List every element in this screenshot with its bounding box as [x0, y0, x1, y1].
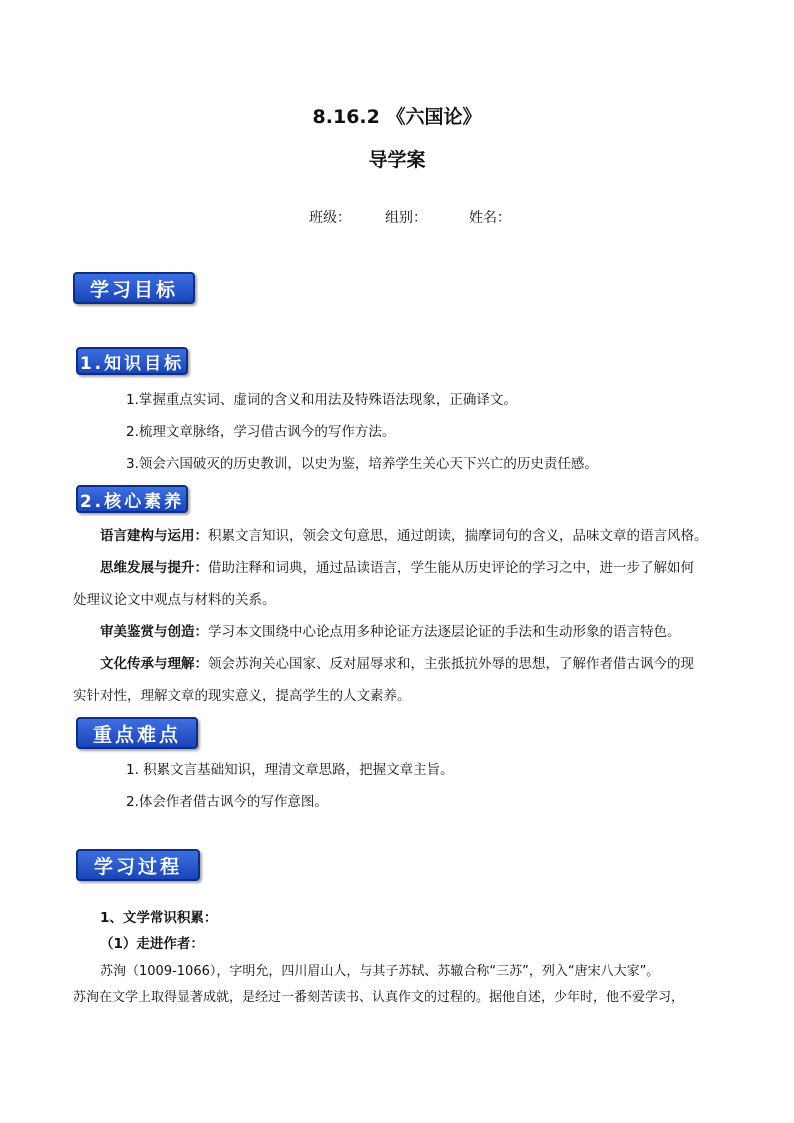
core-thinking-label: 思维发展与提升： — [100, 560, 208, 576]
core-thinking-text: 借助注释和词典，通过品读语言，学生能从历史评论的学习之中，进一步了解如何 — [208, 560, 694, 576]
process-paragraph: 苏洵在文学上取得显著成就，是经过一番刻苦读书、认真作文的过程的。据他自述，少年时，他不爱学习， — [73, 990, 685, 1005]
core-language-line — [100, 526, 708, 546]
knowledge-item: 2.梳理文章脉络，学习借古讽今的写作方法。 — [126, 424, 396, 440]
section-core-badge: 2.核心素养 — [76, 485, 188, 513]
section-process-badge: 学习过程 — [76, 849, 200, 881]
section-key-badge: 重点难点 — [76, 717, 198, 749]
knowledge-item: 3.领会六国破灭的历史教训，以史为鉴，培养学生关心天下兴亡的历史责任感。 — [126, 456, 598, 472]
process-heading: 1、文学常识积累： — [100, 910, 218, 926]
class-label: 班级： — [309, 210, 351, 226]
process-paragraph: 苏洵（1009-1066），字明允，四川眉山人，与其子苏轼、苏辙合称“三苏”，列入“唐宋八大家”。 — [100, 964, 660, 979]
document-subtitle: 导学案 — [368, 149, 426, 171]
core-thinking-line-2: 处理议论文中观点与材料的关系。 — [73, 592, 276, 608]
core-language-text: 积累文言知识，领会文句意思，通过朗读，揣摩词句的含义，品味文章的语言风格。 — [208, 528, 708, 544]
core-aesthetic-text: 学习本文围绕中心论点用多种论证方法逐层论证的手法和生动形象的语言特色。 — [208, 624, 681, 640]
core-thinking-line — [100, 558, 694, 578]
process-subheading: （1）走进作者： — [100, 936, 204, 952]
section-knowledge-badge: 1.知识目标 — [76, 347, 188, 375]
core-culture-line-2: 实针对性，理解文章的现实意义，提高学生的人文素养。 — [73, 688, 411, 704]
core-language-label: 语言建构与运用： — [100, 528, 208, 544]
group-label: 组别： — [385, 210, 427, 226]
key-item: 2.体会作者借古讽今的写作意图。 — [126, 794, 328, 810]
key-item: 1. 积累文言基础知识，理清文章思路，把握文章主旨。 — [126, 762, 454, 778]
core-culture-label: 文化传承与理解： — [100, 656, 208, 672]
section-goals-badge: 学习目标 — [73, 272, 195, 304]
core-culture-line — [100, 654, 694, 674]
knowledge-item: 1.掌握重点实词、虚词的含义和用法及特殊语法现象，正确译文。 — [126, 392, 517, 408]
document-title: 8.16.2 《六国论》 — [312, 106, 482, 128]
core-aesthetic-line — [100, 622, 681, 642]
name-label: 姓名： — [469, 210, 511, 226]
core-aesthetic-label: 审美鉴赏与创造： — [100, 624, 208, 640]
core-culture-text: 领会苏洵关心国家、反对屈辱求和，主张抵抗外辱的思想，了解作者借古讽今的现 — [208, 656, 694, 672]
